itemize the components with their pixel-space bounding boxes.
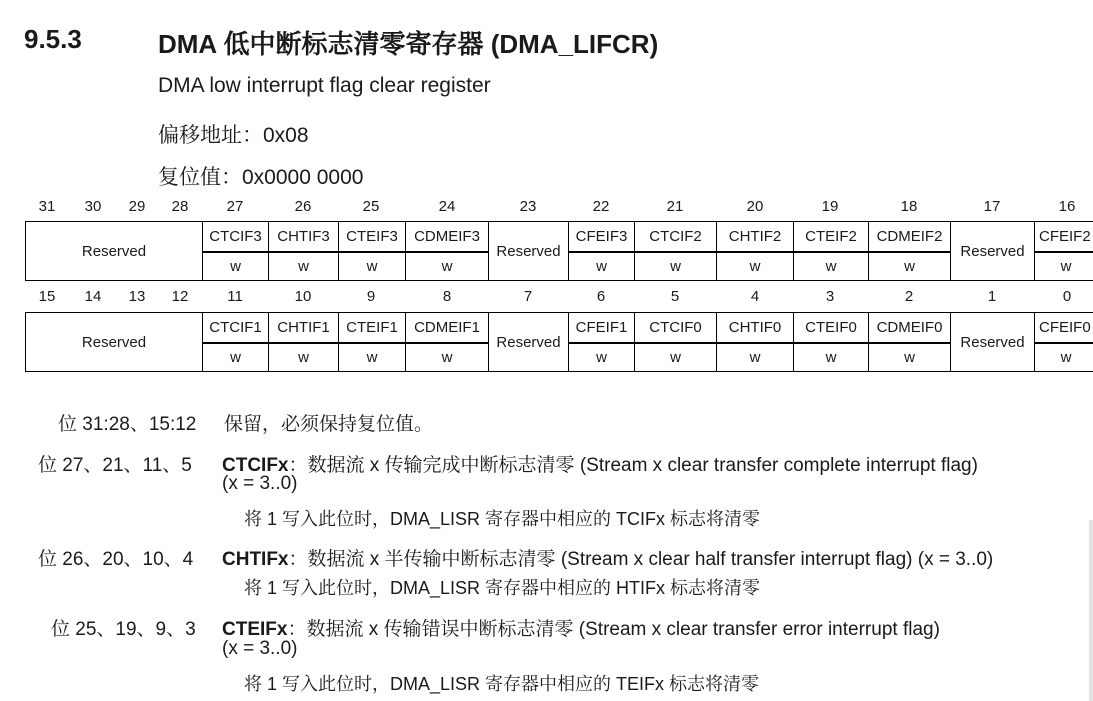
field-cfeif1: CFEIF1 xyxy=(568,312,635,343)
bit-number: 26 xyxy=(294,198,312,215)
bit-number: 15 xyxy=(38,288,56,305)
access-type: w xyxy=(793,252,869,281)
ctcif-detail: 将 1 写入此位时，DMA_LISR 寄存器中相应的 TCIFx 标志将清零 xyxy=(244,509,761,529)
bit-number: 20 xyxy=(746,198,764,215)
field-cdmeif3: CDMEIF3 xyxy=(405,221,489,252)
field-cdmeif0: CDMEIF0 xyxy=(868,312,951,343)
access-type: w xyxy=(1034,252,1093,281)
bit-number: 19 xyxy=(821,198,839,215)
reserved-bits-label: 位 31:28、15:12 xyxy=(58,414,197,435)
field-cteif3: CTEIF3 xyxy=(338,221,406,252)
bit-number: 29 xyxy=(128,198,146,215)
access-type: w xyxy=(268,252,339,281)
ctcif-text: ：数据流 x 传输完成中断标志清零 (Stream x clear transfer complete interrupt flag) xyxy=(288,455,978,476)
reserved-field: Reserved xyxy=(25,221,203,281)
field-cfeif2: CFEIF2 xyxy=(1034,221,1093,252)
ctcif-description xyxy=(222,450,978,477)
bit-number: 22 xyxy=(592,198,610,215)
bit-number: 5 xyxy=(670,288,680,305)
field-cdmeif1: CDMEIF1 xyxy=(405,312,489,343)
register-english-name: DMA low interrupt flag clear register xyxy=(158,74,491,97)
field-ctcif1: CTCIF1 xyxy=(202,312,269,343)
chtif-description xyxy=(222,544,993,571)
reset-value: 复位值：0x0000 0000 xyxy=(158,166,364,189)
chtif-bits-label: 位 26、20、10、4 xyxy=(38,549,194,570)
cteif-field-name: CTEIFx xyxy=(222,619,288,640)
access-type: w xyxy=(202,343,269,372)
field-ctcif0: CTCIF0 xyxy=(634,312,717,343)
reserved-field: Reserved xyxy=(25,312,203,372)
access-type: w xyxy=(868,252,951,281)
access-type: w xyxy=(793,343,869,372)
cteif-text: ：数据流 x 传输错误中断标志清零 (Stream x clear transfer error interrupt flag) xyxy=(287,619,940,640)
bit-number: 30 xyxy=(84,198,102,215)
chtif-field-name: CHTIFx xyxy=(222,549,289,570)
access-type: w xyxy=(405,252,489,281)
bit-number: 18 xyxy=(900,198,918,215)
bit-number: 3 xyxy=(825,288,835,305)
reserved-field: Reserved xyxy=(488,221,569,281)
cteif-description xyxy=(222,614,940,641)
bit-number: 10 xyxy=(294,288,312,305)
bit-number: 0 xyxy=(1062,288,1072,305)
access-type: w xyxy=(338,343,406,372)
offset-address: 偏移地址：0x08 xyxy=(158,124,309,147)
bit-number: 31 xyxy=(38,198,56,215)
cteif-detail: 将 1 写入此位时，DMA_LISR 寄存器中相应的 TEIFx 标志将清零 xyxy=(244,674,760,694)
cteif-text-cont: (x = 3..0) xyxy=(222,638,298,659)
ctcif-field-name: CTCIFx xyxy=(222,455,289,476)
reserved-bits-text: 保留，必须保持复位值。 xyxy=(224,414,434,435)
field-cdmeif2: CDMEIF2 xyxy=(868,221,951,252)
bit-number: 16 xyxy=(1058,198,1076,215)
bit-number: 13 xyxy=(128,288,146,305)
field-ctcif3: CTCIF3 xyxy=(202,221,269,252)
bit-number: 12 xyxy=(171,288,189,305)
field-chtif2: CHTIF2 xyxy=(716,221,794,252)
access-type: w xyxy=(1034,343,1093,372)
bit-number: 4 xyxy=(750,288,760,305)
access-type: w xyxy=(868,343,951,372)
field-chtif3: CHTIF3 xyxy=(268,221,339,252)
ctcif-bits-label: 位 27、21、11、5 xyxy=(38,455,192,476)
chtif-text: ：数据流 x 半传输中断标志清零 (Stream x clear half transfer interrupt flag) (x = 3..0) xyxy=(288,549,994,570)
access-type: w xyxy=(268,343,339,372)
reserved-field: Reserved xyxy=(488,312,569,372)
bit-number: 21 xyxy=(666,198,684,215)
lower-bit-numbers xyxy=(0,288,1093,308)
bit-number: 23 xyxy=(519,198,537,215)
register-upper-half xyxy=(0,221,1093,281)
cteif-bits-label: 位 25、19、9、3 xyxy=(51,619,196,640)
access-type: w xyxy=(202,252,269,281)
field-ctcif2: CTCIF2 xyxy=(634,221,717,252)
reserved-field: Reserved xyxy=(950,312,1035,372)
bit-number: 6 xyxy=(596,288,606,305)
upper-bit-numbers xyxy=(0,198,1093,218)
field-cteif0: CTEIF0 xyxy=(793,312,869,343)
bit-number: 17 xyxy=(983,198,1001,215)
scrollbar[interactable] xyxy=(1089,520,1093,701)
bit-number: 7 xyxy=(523,288,533,305)
reserved-field: Reserved xyxy=(950,221,1035,281)
access-type: w xyxy=(634,252,717,281)
section-number: 9.5.3 xyxy=(24,24,82,54)
field-cteif2: CTEIF2 xyxy=(793,221,869,252)
section-title: DMA 低中断标志清零寄存器 (DMA_LIFCR) xyxy=(158,29,659,59)
bit-number: 9 xyxy=(366,288,376,305)
field-cfeif3: CFEIF3 xyxy=(568,221,635,252)
access-type: w xyxy=(568,343,635,372)
register-lower-half xyxy=(0,312,1093,372)
field-chtif0: CHTIF0 xyxy=(716,312,794,343)
bit-number: 8 xyxy=(442,288,452,305)
bit-number: 24 xyxy=(438,198,456,215)
access-type: w xyxy=(634,343,717,372)
access-type: w xyxy=(716,252,794,281)
access-type: w xyxy=(338,252,406,281)
bit-number: 25 xyxy=(362,198,380,215)
chtif-detail: 将 1 写入此位时，DMA_LISR 寄存器中相应的 HTIFx 标志将清零 xyxy=(244,578,761,598)
bit-number: 14 xyxy=(84,288,102,305)
field-cteif1: CTEIF1 xyxy=(338,312,406,343)
bit-number: 27 xyxy=(226,198,244,215)
access-type: w xyxy=(716,343,794,372)
access-type: w xyxy=(568,252,635,281)
field-cfeif0: CFEIF0 xyxy=(1034,312,1093,343)
bit-number: 28 xyxy=(171,198,189,215)
bit-number: 2 xyxy=(904,288,914,305)
access-type: w xyxy=(405,343,489,372)
ctcif-text-cont: (x = 3..0) xyxy=(222,473,298,494)
bit-number: 11 xyxy=(227,288,243,305)
field-chtif1: CHTIF1 xyxy=(268,312,339,343)
bit-number: 1 xyxy=(987,288,997,305)
